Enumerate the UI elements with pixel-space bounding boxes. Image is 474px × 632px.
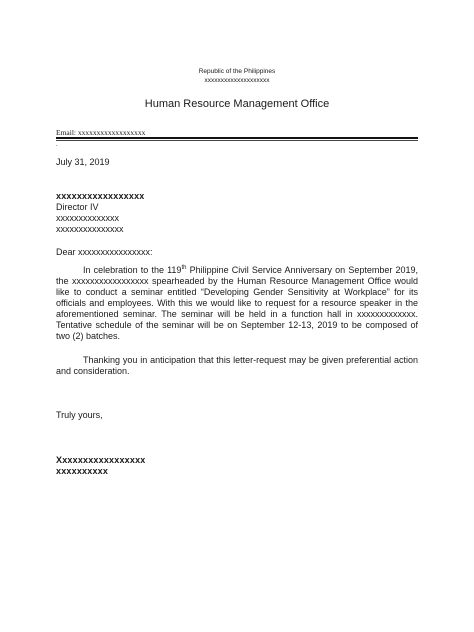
salutation: Dear xxxxxxxxxxxxxxxx: [56,247,153,257]
paragraph-request-rest: Philippine Civil Service Anniversary on September 2019, the xxxxxxxxxxxxxxxxx spearheaded by the Human Resource Management Office would like to conduct a seminar entitled “Developing Gender Sensitivity at Workplace” for its officials and employees. With this we would like to request for a resource speaker in the aforementioned seminar. The seminar will be held in a function hall in xxxxxxxxxxxxx. Tentative schedule of the seminar will be on September 12-13, 2019 to be composed of two (2) batches. [56,265,418,341]
letter-date: July 31, 2019 [56,157,110,167]
recipient-name: xxxxxxxxxxxxxxxxx [56,191,145,201]
recipient-address-line1: xxxxxxxxxxxxxx [56,213,119,223]
signatory-name: Xxxxxxxxxxxxxxxxx [56,455,146,465]
header-republic: Republic of the Philippines [198,68,276,75]
recipient-title: Director IV [56,202,99,212]
paragraph-request [56,265,418,342]
email-line: Email: xxxxxxxxxxxxxxxxxx [56,128,146,137]
ordinal-suffix: th [181,265,187,271]
header-agency: xxxxxxxxxxxxxxxxxxxx [204,77,270,84]
office-title: Human Resource Management Office [144,98,330,110]
header-dot: . [56,142,58,148]
paragraph-request-start: In celebration to the 119 [83,265,182,275]
header-rule-thin [56,140,418,141]
closing: Truly yours, [56,410,103,420]
signatory-position: xxxxxxxxxx [56,466,109,476]
header-rule-thick [56,137,418,139]
recipient-address-line2: xxxxxxxxxxxxxxx [56,224,124,234]
paragraph-thanks: Thanking you in anticipation that this letter-request may be given preferential action and consideration. [56,355,418,376]
